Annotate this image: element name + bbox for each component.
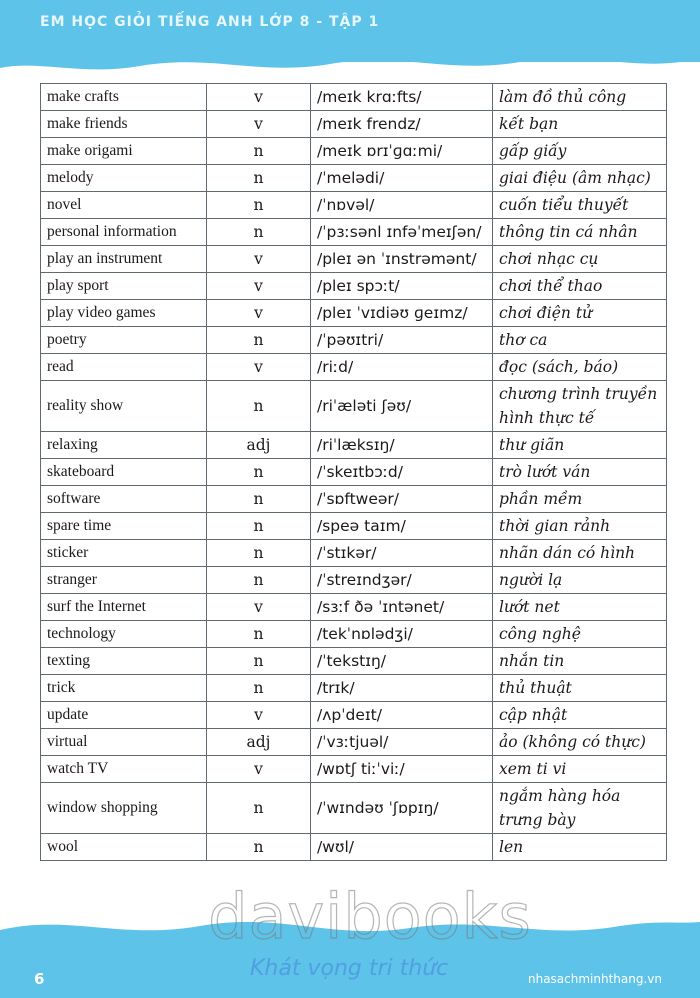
pronunciation-cell: /meɪk krɑːfts/ <box>311 84 493 111</box>
table-row <box>41 192 667 219</box>
table-row <box>41 729 667 756</box>
pronunciation-cell: /tekˈnɒlədʒi/ <box>311 621 493 648</box>
table-row <box>41 300 667 327</box>
page-number: 6 <box>34 970 45 988</box>
word-cell: play sport <box>41 273 207 300</box>
pronunciation-cell: /riːd/ <box>311 354 493 381</box>
pronunciation-cell: /riˈæləti ʃəʊ/ <box>311 381 493 432</box>
website-url: nhasachminhthang.vn <box>527 972 662 986</box>
meaning-cell: trò lướt ván <box>493 459 667 486</box>
pronunciation-cell: /riˈlæksɪŋ/ <box>311 432 493 459</box>
word-cell: play an instrument <box>41 246 207 273</box>
pronunciation-cell: /wɒtʃ tiːˈviː/ <box>311 756 493 783</box>
pronunciation-cell: /speə taɪm/ <box>311 513 493 540</box>
table-row <box>41 111 667 138</box>
meaning-cell: người lạ <box>493 567 667 594</box>
meaning-cell: thơ ca <box>493 327 667 354</box>
table-row <box>41 486 667 513</box>
pronunciation-cell: /ˈstɪkər/ <box>311 540 493 567</box>
meaning-cell: đọc (sách, báo) <box>493 354 667 381</box>
meaning-cell: làm đồ thủ công <box>493 84 667 111</box>
pronunciation-cell: /ˈmelədi/ <box>311 165 493 192</box>
pronunciation-cell: /ˈstreɪndʒər/ <box>311 567 493 594</box>
word-cell: poetry <box>41 327 207 354</box>
table-row <box>41 513 667 540</box>
part-of-speech-cell: n <box>207 567 311 594</box>
part-of-speech-cell: n <box>207 486 311 513</box>
meaning-cell: len <box>493 834 667 861</box>
meaning-cell: kết bạn <box>493 111 667 138</box>
meaning-cell: chơi nhạc cụ <box>493 246 667 273</box>
vocabulary-table <box>40 83 667 861</box>
word-cell: relaxing <box>41 432 207 459</box>
pronunciation-cell: /meɪk frendz/ <box>311 111 493 138</box>
table-row <box>41 783 667 834</box>
meaning-cell: thủ thuật <box>493 675 667 702</box>
table-row <box>41 459 667 486</box>
meaning-cell: nhắn tin <box>493 648 667 675</box>
part-of-speech-cell: v <box>207 594 311 621</box>
part-of-speech-cell: n <box>207 327 311 354</box>
word-cell: sticker <box>41 540 207 567</box>
meaning-cell: gấp giấy <box>493 138 667 165</box>
meaning-cell: ngắm hàng hóa trưng bày <box>493 783 667 834</box>
table-row <box>41 219 667 246</box>
word-cell: software <box>41 486 207 513</box>
pronunciation-cell: /sɜːf ðə ˈɪntənet/ <box>311 594 493 621</box>
part-of-speech-cell: adj <box>207 729 311 756</box>
word-cell: make origami <box>41 138 207 165</box>
table-row <box>41 246 667 273</box>
part-of-speech-cell: v <box>207 702 311 729</box>
table-row <box>41 273 667 300</box>
meaning-cell: ảo (không có thực) <box>493 729 667 756</box>
table-row <box>41 834 667 861</box>
word-cell: trick <box>41 675 207 702</box>
part-of-speech-cell: v <box>207 84 311 111</box>
part-of-speech-cell: n <box>207 834 311 861</box>
word-cell: wool <box>41 834 207 861</box>
pronunciation-cell: /ˈsɒftweər/ <box>311 486 493 513</box>
table-row <box>41 327 667 354</box>
word-cell: make crafts <box>41 84 207 111</box>
table-row <box>41 648 667 675</box>
watermark-slogan: Khát vọng tri thức <box>250 956 449 981</box>
meaning-cell: phần mềm <box>493 486 667 513</box>
pronunciation-cell: /meɪk ɒrɪˈɡɑːmi/ <box>311 138 493 165</box>
part-of-speech-cell: n <box>207 192 311 219</box>
word-cell: novel <box>41 192 207 219</box>
meaning-cell: chơi điện tử <box>493 300 667 327</box>
meaning-cell: thời gian rảnh <box>493 513 667 540</box>
pronunciation-cell: /ˈpəʊɪtri/ <box>311 327 493 354</box>
part-of-speech-cell: n <box>207 621 311 648</box>
pronunciation-cell: /trɪk/ <box>311 675 493 702</box>
table-row <box>41 354 667 381</box>
part-of-speech-cell: n <box>207 540 311 567</box>
part-of-speech-cell: n <box>207 381 311 432</box>
table-row <box>41 138 667 165</box>
pronunciation-cell: /ˈpɜːsənl ɪnfəˈmeɪʃən/ <box>311 219 493 246</box>
pronunciation-cell: /ʌpˈdeɪt/ <box>311 702 493 729</box>
word-cell: melody <box>41 165 207 192</box>
pronunciation-cell: /ˈnɒvəl/ <box>311 192 493 219</box>
watermark-brand: davibooks <box>208 880 532 953</box>
word-cell: read <box>41 354 207 381</box>
pronunciation-cell: /pleɪ spɔːt/ <box>311 273 493 300</box>
word-cell: stranger <box>41 567 207 594</box>
pronunciation-cell: /ˈskeɪtbɔːd/ <box>311 459 493 486</box>
header-wave-decoration <box>0 40 700 84</box>
part-of-speech-cell: n <box>207 513 311 540</box>
part-of-speech-cell: v <box>207 111 311 138</box>
table-row <box>41 567 667 594</box>
word-cell: window shopping <box>41 783 207 834</box>
part-of-speech-cell: n <box>207 648 311 675</box>
meaning-cell: chơi thể thao <box>493 273 667 300</box>
part-of-speech-cell: n <box>207 675 311 702</box>
part-of-speech-cell: v <box>207 354 311 381</box>
word-cell: spare time <box>41 513 207 540</box>
meaning-cell: thư giãn <box>493 432 667 459</box>
meaning-cell: cập nhật <box>493 702 667 729</box>
word-cell: play video games <box>41 300 207 327</box>
part-of-speech-cell: v <box>207 756 311 783</box>
word-cell: skateboard <box>41 459 207 486</box>
pronunciation-cell: /ˈtekstɪŋ/ <box>311 648 493 675</box>
part-of-speech-cell: n <box>207 219 311 246</box>
table-row <box>41 381 667 432</box>
meaning-cell: giai điệu (âm nhạc) <box>493 165 667 192</box>
meaning-cell: xem ti vi <box>493 756 667 783</box>
table-row <box>41 675 667 702</box>
meaning-cell: nhãn dán có hình <box>493 540 667 567</box>
table-row <box>41 756 667 783</box>
table-row <box>41 594 667 621</box>
pronunciation-cell: /wʊl/ <box>311 834 493 861</box>
meaning-cell: chương trình truyền hình thực tế <box>493 381 667 432</box>
meaning-cell: thông tin cá nhân <box>493 219 667 246</box>
table-row <box>41 540 667 567</box>
meaning-cell: công nghệ <box>493 621 667 648</box>
word-cell: personal information <box>41 219 207 246</box>
word-cell: virtual <box>41 729 207 756</box>
word-cell: reality show <box>41 381 207 432</box>
vocabulary-table-body <box>41 84 667 861</box>
part-of-speech-cell: n <box>207 459 311 486</box>
table-row <box>41 621 667 648</box>
pronunciation-cell: /pleɪ ən ˈɪnstrəmənt/ <box>311 246 493 273</box>
part-of-speech-cell: v <box>207 300 311 327</box>
part-of-speech-cell: v <box>207 246 311 273</box>
pronunciation-cell: /ˈvɜːtjuəl/ <box>311 729 493 756</box>
word-cell: update <box>41 702 207 729</box>
book-title: EM HỌC GIỎI TIẾNG ANH LỚP 8 - TẬP 1 <box>40 14 380 30</box>
part-of-speech-cell: adj <box>207 432 311 459</box>
word-cell: technology <box>41 621 207 648</box>
meaning-cell: cuốn tiểu thuyết <box>493 192 667 219</box>
meaning-cell: lướt net <box>493 594 667 621</box>
part-of-speech-cell: v <box>207 273 311 300</box>
word-cell: texting <box>41 648 207 675</box>
part-of-speech-cell: n <box>207 783 311 834</box>
word-cell: make friends <box>41 111 207 138</box>
pronunciation-cell: /ˈwɪndəʊ ˈʃɒpɪŋ/ <box>311 783 493 834</box>
pronunciation-cell: /pleɪ ˈvɪdiəʊ ɡeɪmz/ <box>311 300 493 327</box>
table-row <box>41 432 667 459</box>
table-row <box>41 165 667 192</box>
part-of-speech-cell: n <box>207 165 311 192</box>
table-row <box>41 84 667 111</box>
word-cell: watch TV <box>41 756 207 783</box>
part-of-speech-cell: n <box>207 138 311 165</box>
table-row <box>41 702 667 729</box>
word-cell: surf the Internet <box>41 594 207 621</box>
